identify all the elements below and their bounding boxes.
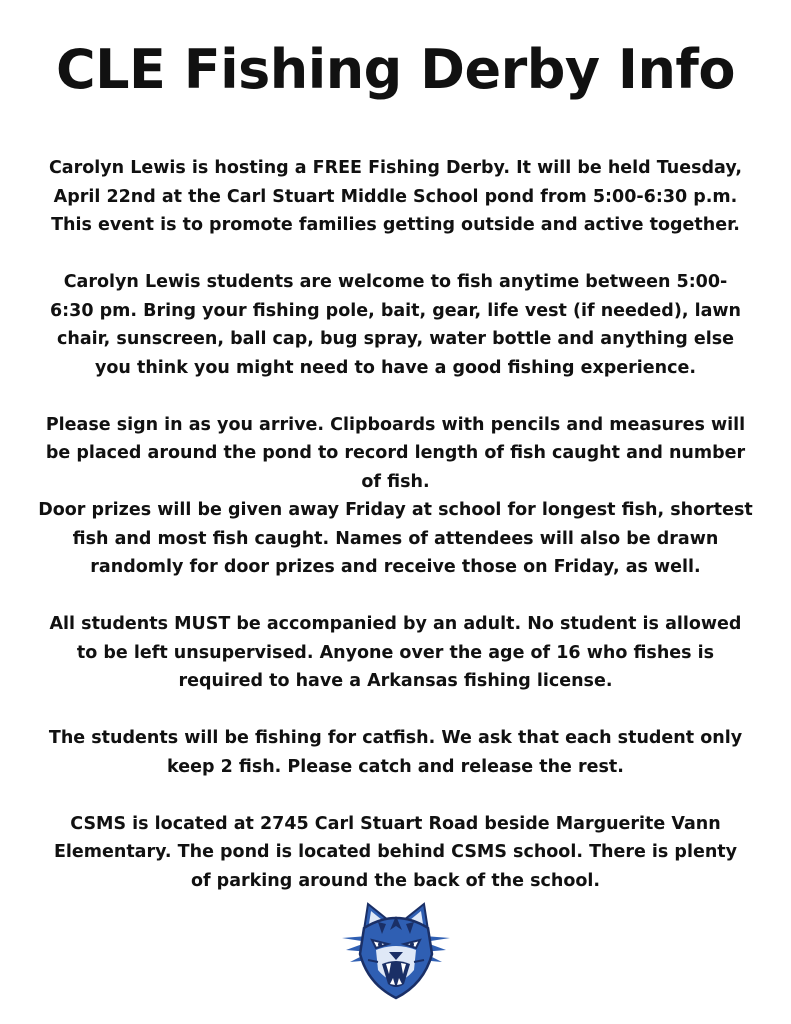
text-line: chair, sunscreen, ball cap, bug spray, water bottle and anything else — [56, 329, 735, 349]
text-line: fish and most fish caught. Names of attendees will also be drawn — [72, 528, 719, 549]
text-line: The students will be fishing for catfish. We ask that each student only — [48, 728, 743, 748]
text-line: Carolyn Lewis is hosting a FREE Fishing Derby. It will be held Tuesday, — [48, 158, 743, 178]
paragraph-what-to-bring — [28, 268, 763, 382]
text-line: be placed around the pond to record length of fish caught and number — [45, 443, 746, 463]
paragraph-location — [28, 810, 763, 896]
text-line: required to have a Arkansas fishing license. — [178, 671, 613, 691]
paragraph-event-intro — [28, 154, 763, 240]
page-title: CLE Fishing Derby Info — [56, 38, 735, 101]
text-line: April 22nd at the Carl Stuart Middle School pond from 5:00-6:30 p.m. — [53, 186, 738, 207]
text-line: This event is to promote families getting outside and active together. — [51, 215, 740, 235]
paragraph-sign-in — [28, 411, 763, 497]
text-line: 6:30 pm. Bring your fishing pole, bait, gear, life vest (if needed), lawn — [49, 300, 742, 321]
text-line: CSMS is located at 2745 Carl Stuart Road beside Marguerite Vann — [70, 813, 721, 834]
text-line: of fish. — [361, 471, 430, 492]
text-line: randomly for door prizes and receive those on Friday, as well. — [90, 557, 701, 577]
document-body — [28, 154, 763, 895]
paragraph-supervision — [28, 610, 763, 696]
text-line: Please sign in as you arrive. Clipboards with pencils and measures will — [45, 414, 746, 435]
text-line: to be left unsupervised. Anyone over the age of 16 who fishes is — [76, 642, 715, 663]
text-line: All students MUST be accompanied by an adult. No student is allowed — [49, 614, 742, 634]
text-line: Carolyn Lewis students are welcome to fish anytime between 5:00- — [63, 272, 728, 292]
text-line: Door prizes will be given away Friday at school for longest fish, shortest — [38, 500, 753, 520]
text-line: Elementary. The pond is located behind CSMS school. There is plenty — [53, 842, 738, 862]
wildcat-mascot-icon — [338, 900, 454, 1000]
text-line: of parking around the back of the school. — [190, 870, 601, 891]
text-line: you think you might need to have a good fishing experience. — [95, 357, 696, 378]
paragraph-door-prizes — [28, 496, 763, 582]
text-line: keep 2 fish. Please catch and release the rest. — [167, 756, 624, 777]
paragraph-catfish — [28, 724, 763, 781]
